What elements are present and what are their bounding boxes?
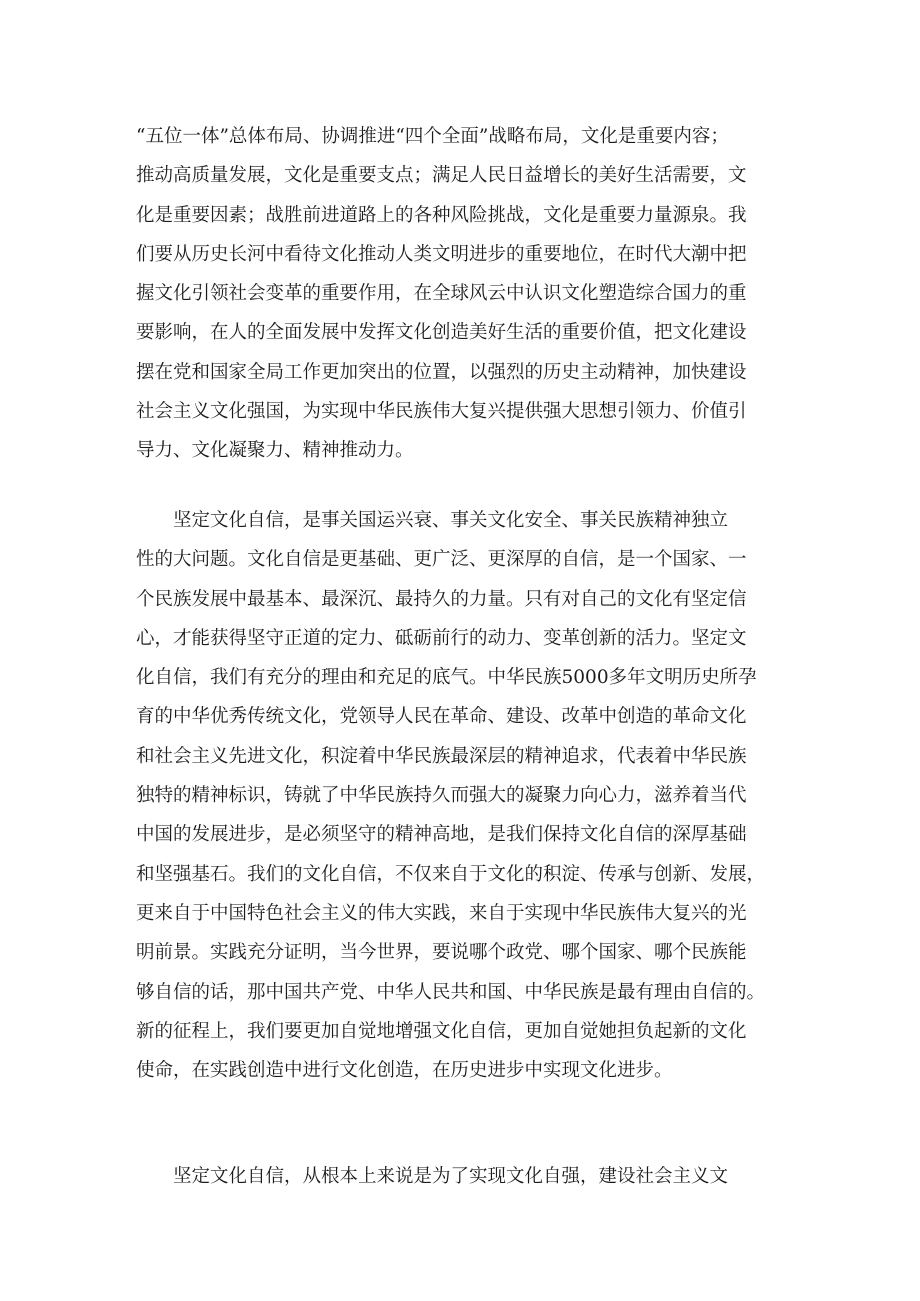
text-line: 化自信，我们有充分的理由和充足的底气。中华民族5000多年文明历史所孕 [136,667,757,689]
text-line: 独特的精神标识，铸就了中华民族持久而强大的凝聚力向心力，滋养着当代 [136,785,747,807]
text-line: 中国的发展进步，是必须坚守的精神高地，是我们保持文化自信的深厚基础 [136,824,747,846]
text-line: 导力、文化凝聚力、精神推动力。 [136,440,414,462]
text-line: 更来自于中国特色社会主义的伟大实践，来自于实现中华民族伟大复兴的光 [136,902,747,924]
text-line: 心，才能获得坚守正道的定力、砥砺前行的动力、变革创新的活力。坚定文 [136,627,747,649]
text-line: 推动高质量发展，文化是重要支点；满足人民日益增长的美好生活需要，文 [136,165,747,187]
text-line: 性的大问题。文化自信是更基础、更广泛、更深厚的自信，是一个国家、一 [136,549,747,571]
text-line: “五位一体”总体布局、协调推进“四个全面”战略布局，文化是重要内容； [136,126,729,147]
text-line: 新的征程上，我们要更加自觉地增强文化自信，更加自觉她担负起新的文化 [136,1020,747,1042]
text-line: 使命，在实践创造中进行文化创造，在历史进步中实现文化进步。 [136,1060,673,1082]
text-line: 要影响，在人的全面发展中发挥文化创造美好生活的重要价值，把文化建设 [136,322,747,344]
paragraph-1 [136,117,788,471]
text-line: 育的中华优秀传统文化，党领导人民在革命、建设、改革中创造的革命文化 [136,706,747,728]
text-line: 和社会主义先进文化，积淀着中华民族最深层的精神追求，代表着中华民族 [136,745,747,767]
text-line: 个民族发展中最基本、最深沉、最持久的力量。只有对自己的文化有坚定信 [136,588,747,610]
text-line-first: 坚定文化自信，从根本上来说是为了实现文化自强，建设社会主义文 [173,1166,729,1187]
text-line: 们要从历史长河中看待文化推动人类文明进步的重要地位，在时代大潮中把 [136,243,747,265]
text-line: 明前景。实践充分证明，当今世界，要说哪个政党、哪个国家、哪个民族能 [136,942,747,964]
text-line-first: 坚定文化自信，是事关国运兴衰、事关文化安全、事关民族精神独立 [173,510,729,531]
paragraph-2 [136,501,788,1090]
text-line: 社会主义文化强国，为实现中华民族伟大复兴提供强大思想引领力、价值引 [136,401,747,423]
text-line: 摆在党和国家全局工作更加突出的位置，以强烈的历史主动精神，加快建设 [136,361,747,383]
text-line: 握文化引领社会变革的重要作用，在全球风云中认识文化塑造综合国力的重 [136,283,747,305]
text-line: 够自信的话，那中国共产党、中华人民共和国、中华民族是最有理由自信的。 [136,981,766,1003]
text-line: 和坚强基石。我们的文化自信，不仅来自于文化的积淀、传承与创新、发展， [136,863,766,885]
paragraph-3 [136,1157,788,1196]
text-line: 化是重要因素；战胜前进道路上的各种风险挑战，文化是重要力量源泉。我 [136,204,747,226]
